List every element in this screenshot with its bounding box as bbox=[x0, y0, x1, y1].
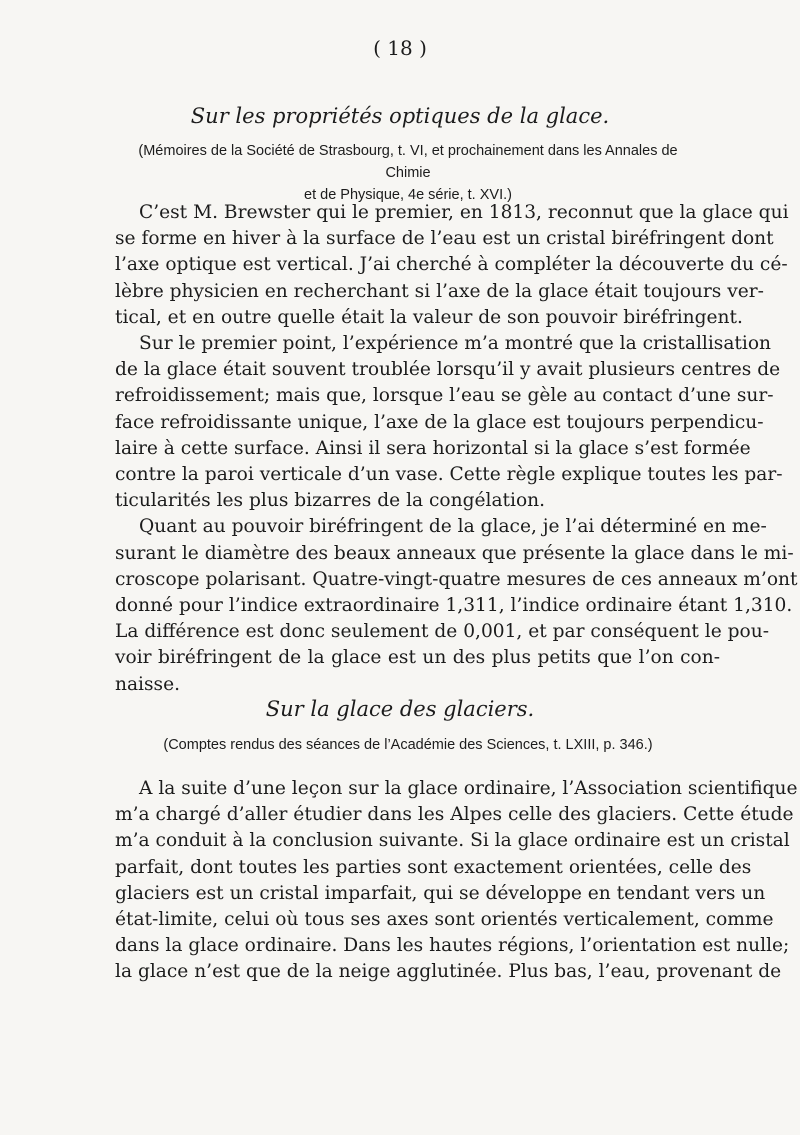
section1-body bbox=[115, 200, 798, 698]
text-line: dans la glace ordinaire. Dans les hautes régions, l’orientation est nulle; bbox=[115, 935, 790, 957]
text-line: Sur le premier point, l’expérience m’a montré que la cristallisation bbox=[139, 333, 772, 355]
section-title-glaciers: Sur la glace des glaciers. bbox=[265, 697, 535, 721]
text-line: croscope polarisant. Quatre-vingt-quatre mesures de ces anneaux m’ont bbox=[115, 568, 798, 590]
text-line: m’a conduit à la conclusion suivante. Si la glace ordinaire est un cristal bbox=[115, 830, 790, 852]
text-line: parfait, dont toutes les parties sont exactement orientées, celle des bbox=[115, 856, 752, 878]
text-line: l’axe optique est vertical. J’ai cherché à compléter la découverte du cé- bbox=[115, 254, 788, 276]
text-line: la glace n’est que de la neige agglutinée. Plus bas, l’eau, provenant de bbox=[115, 961, 782, 983]
section2-body bbox=[115, 776, 798, 986]
text-line: ticularités les plus bizarres de la congélation. bbox=[115, 490, 546, 512]
page-number: ( 18 ) bbox=[373, 36, 427, 60]
text-line: face refroidissante unique, l’axe de la glace est toujours perpendicu- bbox=[115, 411, 764, 433]
text-line: laire à cette surface. Ainsi il sera horizontal si la glace s’est formée bbox=[115, 437, 751, 459]
paragraph bbox=[115, 776, 798, 986]
text-line: naisse. bbox=[115, 673, 181, 695]
text-line: voir biréfringent de la glace est un des plus petits que l’on con- bbox=[115, 647, 720, 669]
text-line: C’est M. Brewster qui le premier, en 1813, reconnut que la glace qui bbox=[139, 202, 789, 223]
text-line: A la suite d’une leçon sur la glace ordinaire, l’Association scientifique bbox=[139, 778, 798, 799]
text-line: lèbre physicien en recherchant si l’axe de la glace était toujours ver- bbox=[115, 280, 764, 302]
paragraph bbox=[115, 514, 798, 697]
citation-line: et de Physique, 4e série, t. XVI.) bbox=[304, 187, 512, 203]
source-citation-1 bbox=[118, 140, 698, 206]
section-title-optical-properties: Sur les propriétés optiques de la glace. bbox=[190, 104, 610, 128]
citation-line: (Comptes rendus des séances de l’Académie des Sciences, t. LXIII, p. 346.) bbox=[163, 737, 653, 753]
text-line: glaciers est un cristal imparfait, qui se développe en tendant vers un bbox=[115, 882, 766, 904]
text-line: contre la paroi verticale d’un vase. Cette règle explique toutes les par- bbox=[115, 464, 783, 486]
paragraph bbox=[115, 331, 783, 514]
text-line: surant le diamètre des beaux anneaux que présente la glace dans le mi- bbox=[115, 542, 794, 564]
text-line: tical, et en outre quelle était la valeur de son pouvoir biréfringent. bbox=[115, 306, 743, 328]
paragraph bbox=[115, 200, 789, 331]
text-line: Quant au pouvoir biréfringent de la glace, je l’ai déterminé en me- bbox=[139, 516, 767, 538]
text-line: refroidissement; mais que, lorsque l’eau se gèle au contact d’une sur- bbox=[115, 385, 774, 407]
text-line: de la glace était souvent troublée lorsqu’il y avait plusieurs centres de bbox=[115, 359, 781, 381]
text-line: état-limite, celui où tous ses axes sont orientés verticalement, comme bbox=[115, 909, 774, 931]
text-line: m’a chargé d’aller étudier dans les Alpes celle des glaciers. Cette étude bbox=[115, 804, 794, 826]
citation-line: (Mémoires de la Société de Strasbourg, t. VI, et prochainement dans les Annales de Chimie bbox=[138, 143, 678, 181]
text-line: donné pour l’indice extraordinaire 1,311, l’indice ordinaire étant 1,310. bbox=[115, 595, 793, 617]
source-citation-2 bbox=[118, 734, 698, 756]
text-line: se forme en hiver à la surface de l’eau est un cristal biréfringent dont bbox=[115, 228, 774, 250]
text-line: La différence est donc seulement de 0,001, et par conséquent le pou- bbox=[115, 621, 770, 643]
